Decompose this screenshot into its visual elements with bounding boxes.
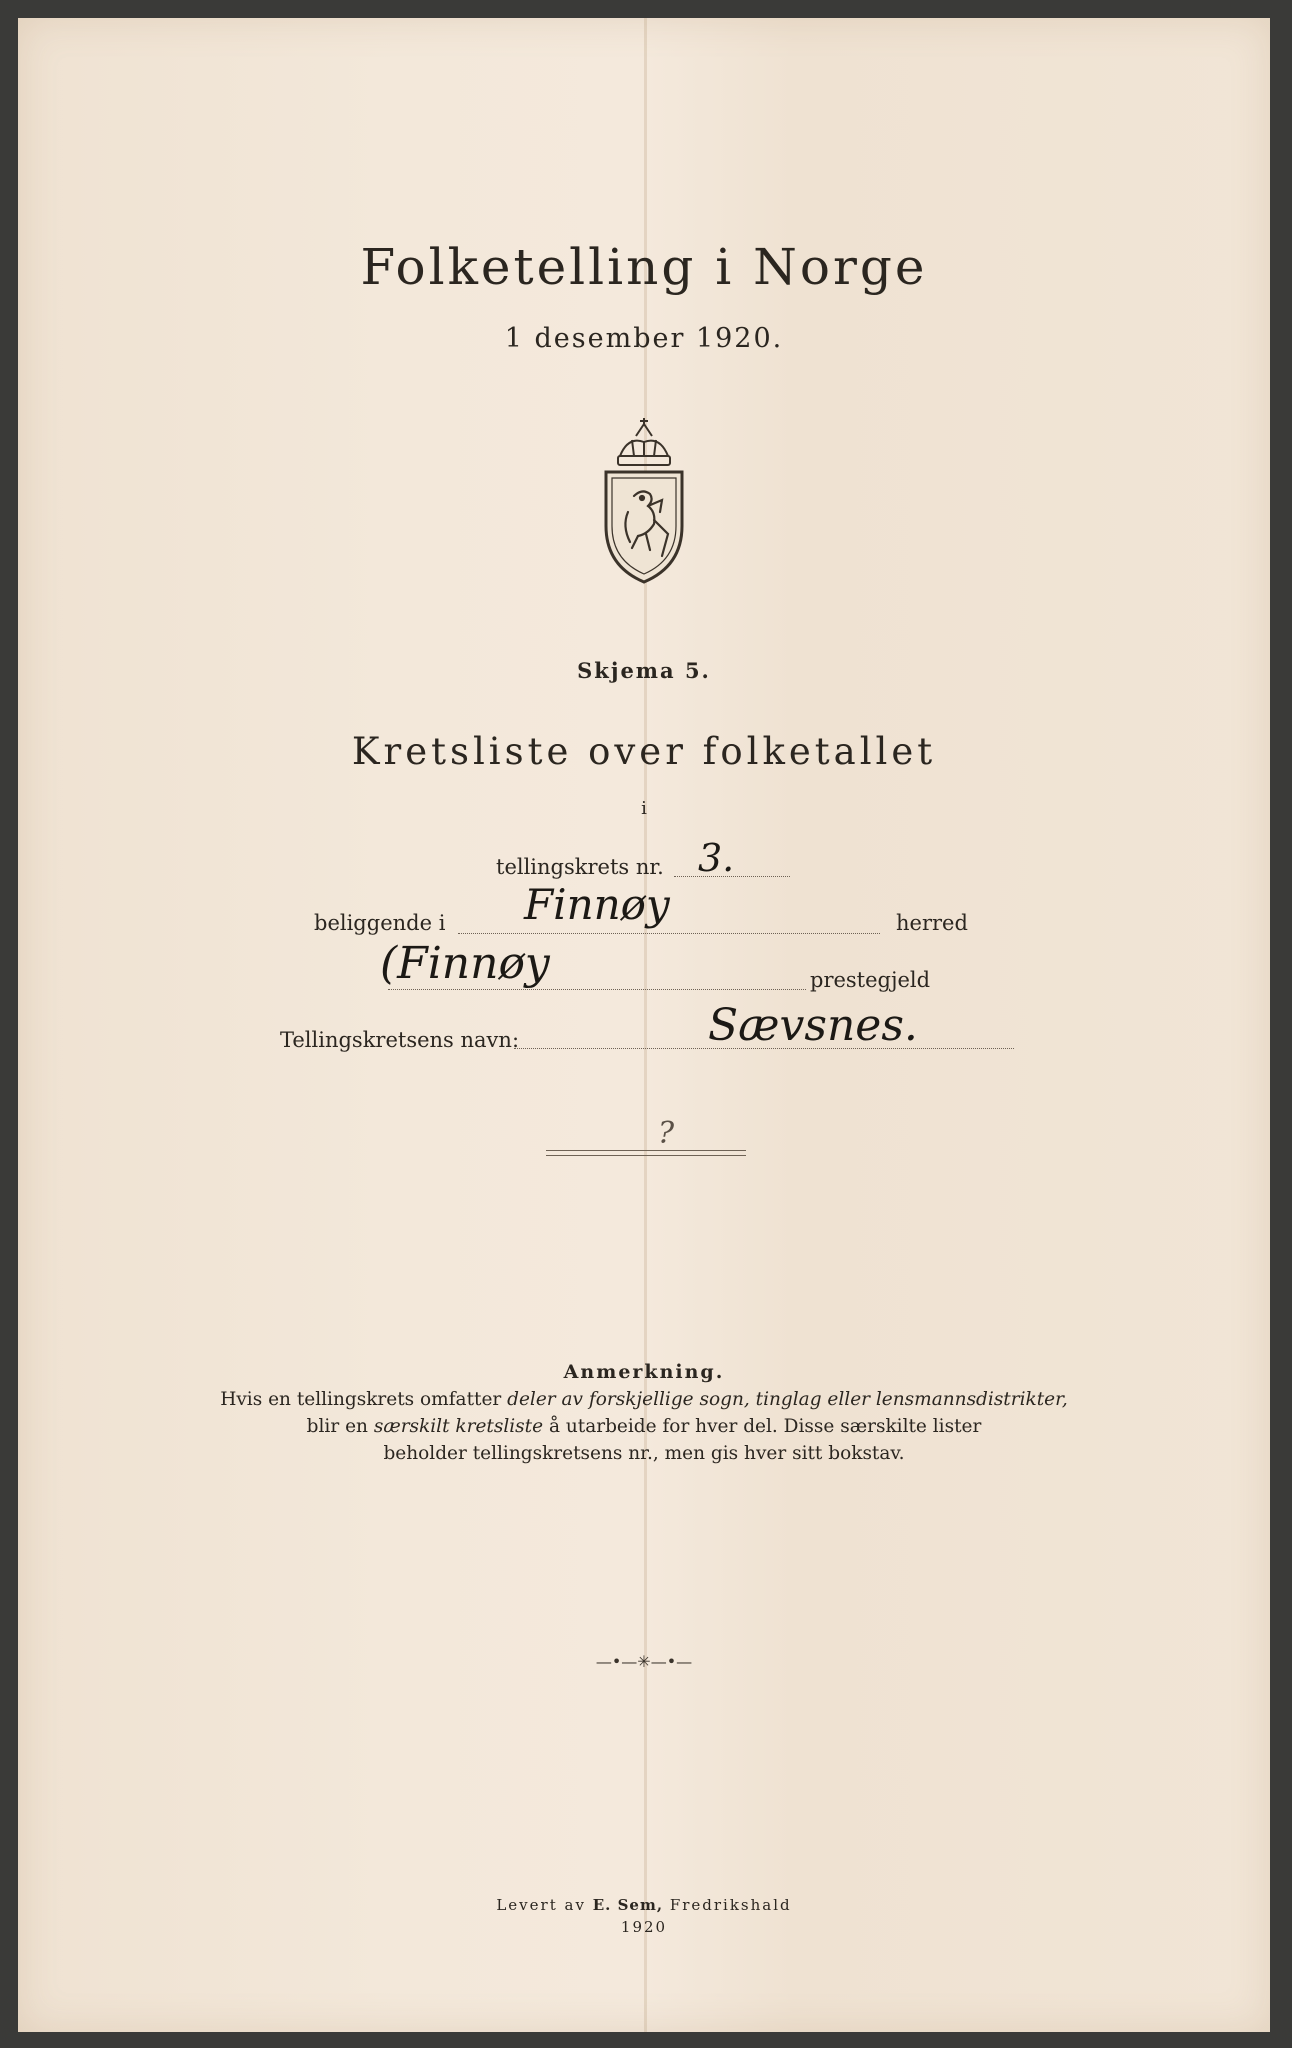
located-in-value: Finnøy [524,880,670,929]
schema-label: Skjema 5. [577,658,711,683]
page-fold [644,18,647,2032]
district-number-value: 3. [698,836,735,880]
herred-label: herred [896,911,968,935]
district-number-label: tellingskrets nr. [496,855,664,879]
located-in-label: beliggende i [314,911,446,935]
census-form-page [18,18,1270,2032]
separator-line [546,1150,746,1156]
prestegjeld-label: prestegjeld [810,968,931,992]
printer-credit: Levert av E. Sem, Fredrikshald 1920 [496,1896,792,1936]
list-heading: Kretsliste over folketallet [351,730,937,773]
printer-year: 1920 [620,1918,668,1936]
connector-word: i [641,798,647,819]
divider-mark: ? [658,1116,675,1151]
located-in-field[interactable] [458,933,880,934]
note-text: Hvis en tellingskrets omfatter deler av forskjellige sogn, tinglag eller lensmannsdistrikter, blir en særskilt kretsliste å utarbeide for hver del. Disse særskilte lister beholder tellingskretsens nr., men gis hver sitt bokstav. [220,1389,1068,1464]
ornament-divider: —•—✳—•— [595,1652,693,1671]
form-date: 1 desember 1920. [504,323,784,354]
form-title: Folketelling i Norge [360,238,928,296]
parish-value: (Finnøy [380,938,550,989]
district-name-value: Sævsnes. [708,1000,918,1051]
district-name-label: Tellingskretsens navn: [280,1028,520,1052]
coat-of-arms-icon [598,416,690,586]
note-heading: Anmerkning. [563,1361,725,1383]
parish-field[interactable] [388,989,806,990]
